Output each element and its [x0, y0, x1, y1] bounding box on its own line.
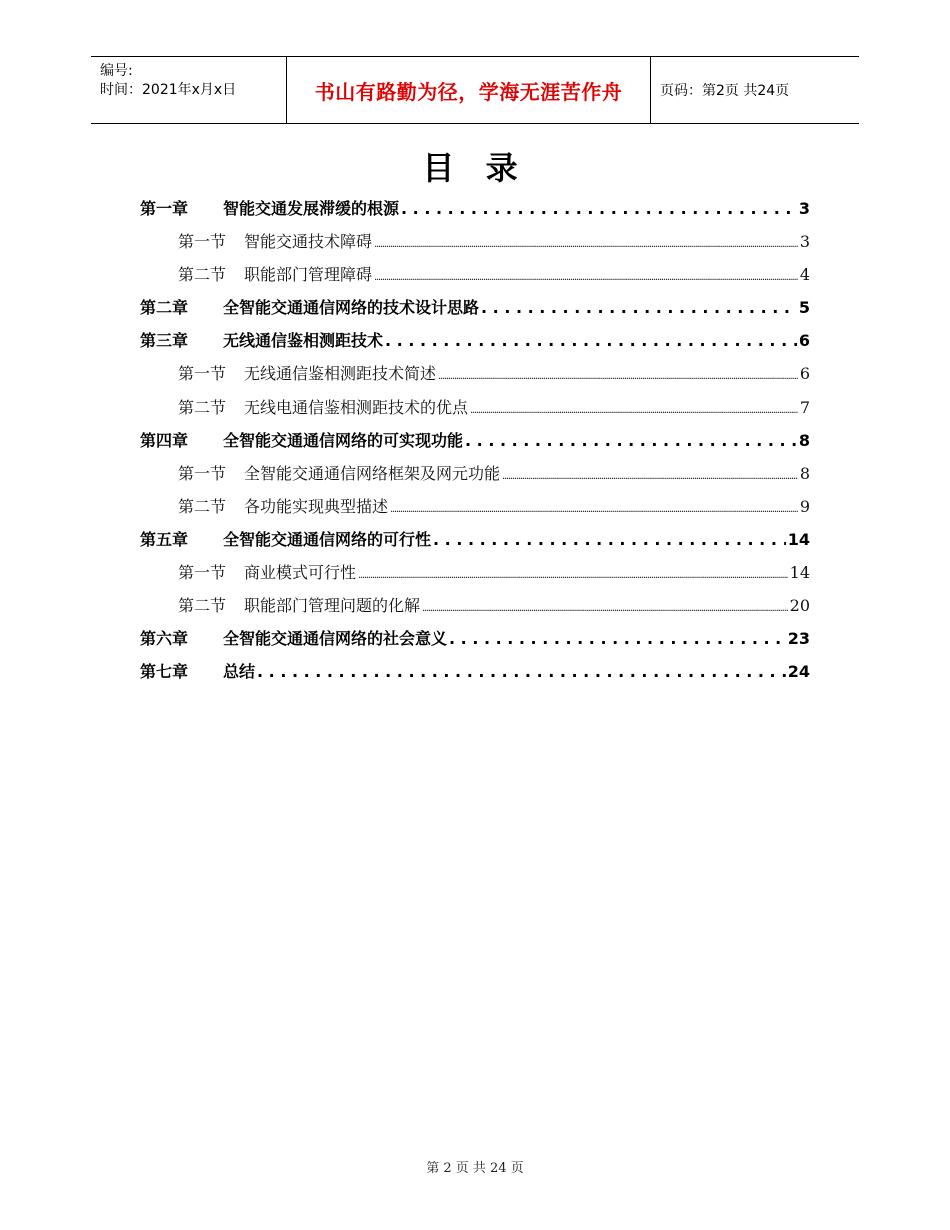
toc-chapter-entry[interactable]	[140, 295, 810, 328]
toc-section-entry[interactable]	[140, 494, 810, 527]
toc-dot-leader	[470, 405, 798, 416]
toc-entry-number: 第四章	[140, 430, 189, 450]
toc-entry-title: 无线通信鉴相测距技术简述	[244, 364, 437, 384]
toc-entry-title: 职能部门管理障碍	[244, 265, 373, 285]
toc-section-entry[interactable]	[140, 262, 810, 295]
toc-dot-leader	[390, 504, 798, 515]
toc-entry-number: 第一节	[178, 463, 227, 483]
toc-entry-page: 9	[799, 496, 810, 516]
toc-section-entry[interactable]	[140, 361, 810, 394]
page-footer: 第 2 页 共 24 页	[426, 1161, 524, 1176]
toc-dot-leader	[385, 331, 797, 350]
toc-dot-leader	[481, 298, 797, 317]
toc-entry-title: 全智能交通通信网络的可实现功能	[223, 430, 464, 450]
toc-entry-title: 全智能交通通信网络框架及网元功能	[244, 463, 501, 483]
toc-dot-leader	[422, 603, 788, 614]
toc-entry-number: 第三章	[140, 331, 189, 351]
toc-entry-page: 23	[787, 629, 810, 649]
toc-entry-page: 8	[798, 430, 810, 450]
header-left-cell	[91, 57, 286, 123]
toc-section-entry[interactable]	[140, 395, 810, 428]
toc-chapter-entry[interactable]	[140, 626, 810, 659]
toc-entry-number: 第二节	[178, 265, 227, 285]
toc-entry-page: 6	[799, 364, 810, 384]
toc-entry-number: 第五章	[140, 529, 189, 549]
toc-dot-leader	[374, 239, 798, 250]
toc-dot-leader	[401, 199, 797, 218]
toc-entry-page: 20	[789, 596, 810, 616]
toc-entry-page: 24	[787, 662, 810, 682]
toc-entry-title: 商业模式可行性	[244, 563, 357, 583]
toc-entry-page: 8	[799, 463, 810, 483]
toc-entry-number: 第一章	[140, 199, 189, 218]
toc-entry-title: 各功能实现典型描述	[244, 496, 389, 516]
toc-entry-number: 第一节	[178, 364, 227, 384]
toc-entry-number: 第二节	[178, 596, 227, 616]
header-motto-cell	[286, 57, 651, 123]
toc-dot-leader	[433, 530, 786, 549]
toc-entry-title: 无线电通信鉴相测距技术的优点	[244, 397, 469, 417]
toc-entry-title: 全智能交通通信网络的技术设计思路	[223, 298, 480, 318]
toc-entry-title: 全智能交通通信网络的可行性	[223, 529, 432, 549]
toc-section-entry[interactable]	[140, 560, 810, 593]
toc-title: 目 录	[422, 149, 528, 187]
toc-entry-page: 6	[798, 331, 810, 351]
toc-entry-page: 3	[799, 232, 810, 252]
toc-dot-leader	[502, 471, 798, 482]
toc-entry-number: 第二章	[140, 298, 189, 318]
header-motto: 书山有路勤为径，学海无涯苦作舟	[314, 79, 623, 104]
toc-chapter-entry[interactable]	[140, 659, 810, 692]
toc-entry-number: 第六章	[140, 629, 189, 649]
header-page-info: 页码：第2页 共24页	[660, 83, 790, 99]
page-header	[91, 56, 859, 124]
toc-dot-leader	[374, 272, 798, 283]
toc-dot-leader	[438, 371, 798, 382]
toc-entry-title: 全智能交通通信网络的社会意义	[223, 629, 448, 649]
toc-entry-number: 第二节	[178, 397, 227, 417]
toc-chapter-entry[interactable]	[140, 428, 810, 461]
toc-entry-number: 第一节	[178, 232, 227, 252]
toc-entry-page: 4	[799, 265, 810, 285]
toc-dot-leader	[449, 629, 786, 648]
toc-entry-page: 14	[789, 563, 810, 583]
header-page-cell	[650, 57, 859, 123]
toc-entry-page: 7	[799, 397, 810, 417]
toc-chapter-entry[interactable]	[140, 328, 810, 361]
toc-entry-number: 第七章	[140, 662, 189, 682]
toc-section-entry[interactable]	[140, 229, 810, 262]
toc-entry-page: 14	[787, 529, 810, 549]
toc-dot-leader	[358, 570, 788, 581]
toc-entry-number: 第一节	[178, 563, 227, 583]
toc-entry-title: 职能部门管理问题的化解	[244, 596, 421, 616]
toc-entry-page: 5	[798, 298, 810, 318]
document-time-label: 时间：2021年x月x日	[100, 82, 237, 98]
toc-chapter-entry[interactable]	[140, 196, 810, 229]
toc-entry-page: 3	[798, 199, 810, 218]
toc-entry-title: 智能交通技术障碍	[244, 232, 373, 252]
toc-dot-leader	[257, 662, 786, 681]
toc-dot-leader	[465, 431, 797, 450]
toc-section-entry[interactable]	[140, 593, 810, 626]
toc-entry-title: 智能交通发展滞缓的根源	[223, 199, 400, 218]
table-of-contents	[140, 196, 810, 692]
toc-entry-title: 总结	[223, 662, 256, 682]
toc-entry-number: 第二节	[178, 496, 227, 516]
toc-chapter-entry[interactable]	[140, 527, 810, 560]
document-number-label: 编号:	[100, 63, 133, 79]
toc-section-entry[interactable]	[140, 461, 810, 494]
toc-entry-title: 无线通信鉴相测距技术	[223, 331, 384, 351]
